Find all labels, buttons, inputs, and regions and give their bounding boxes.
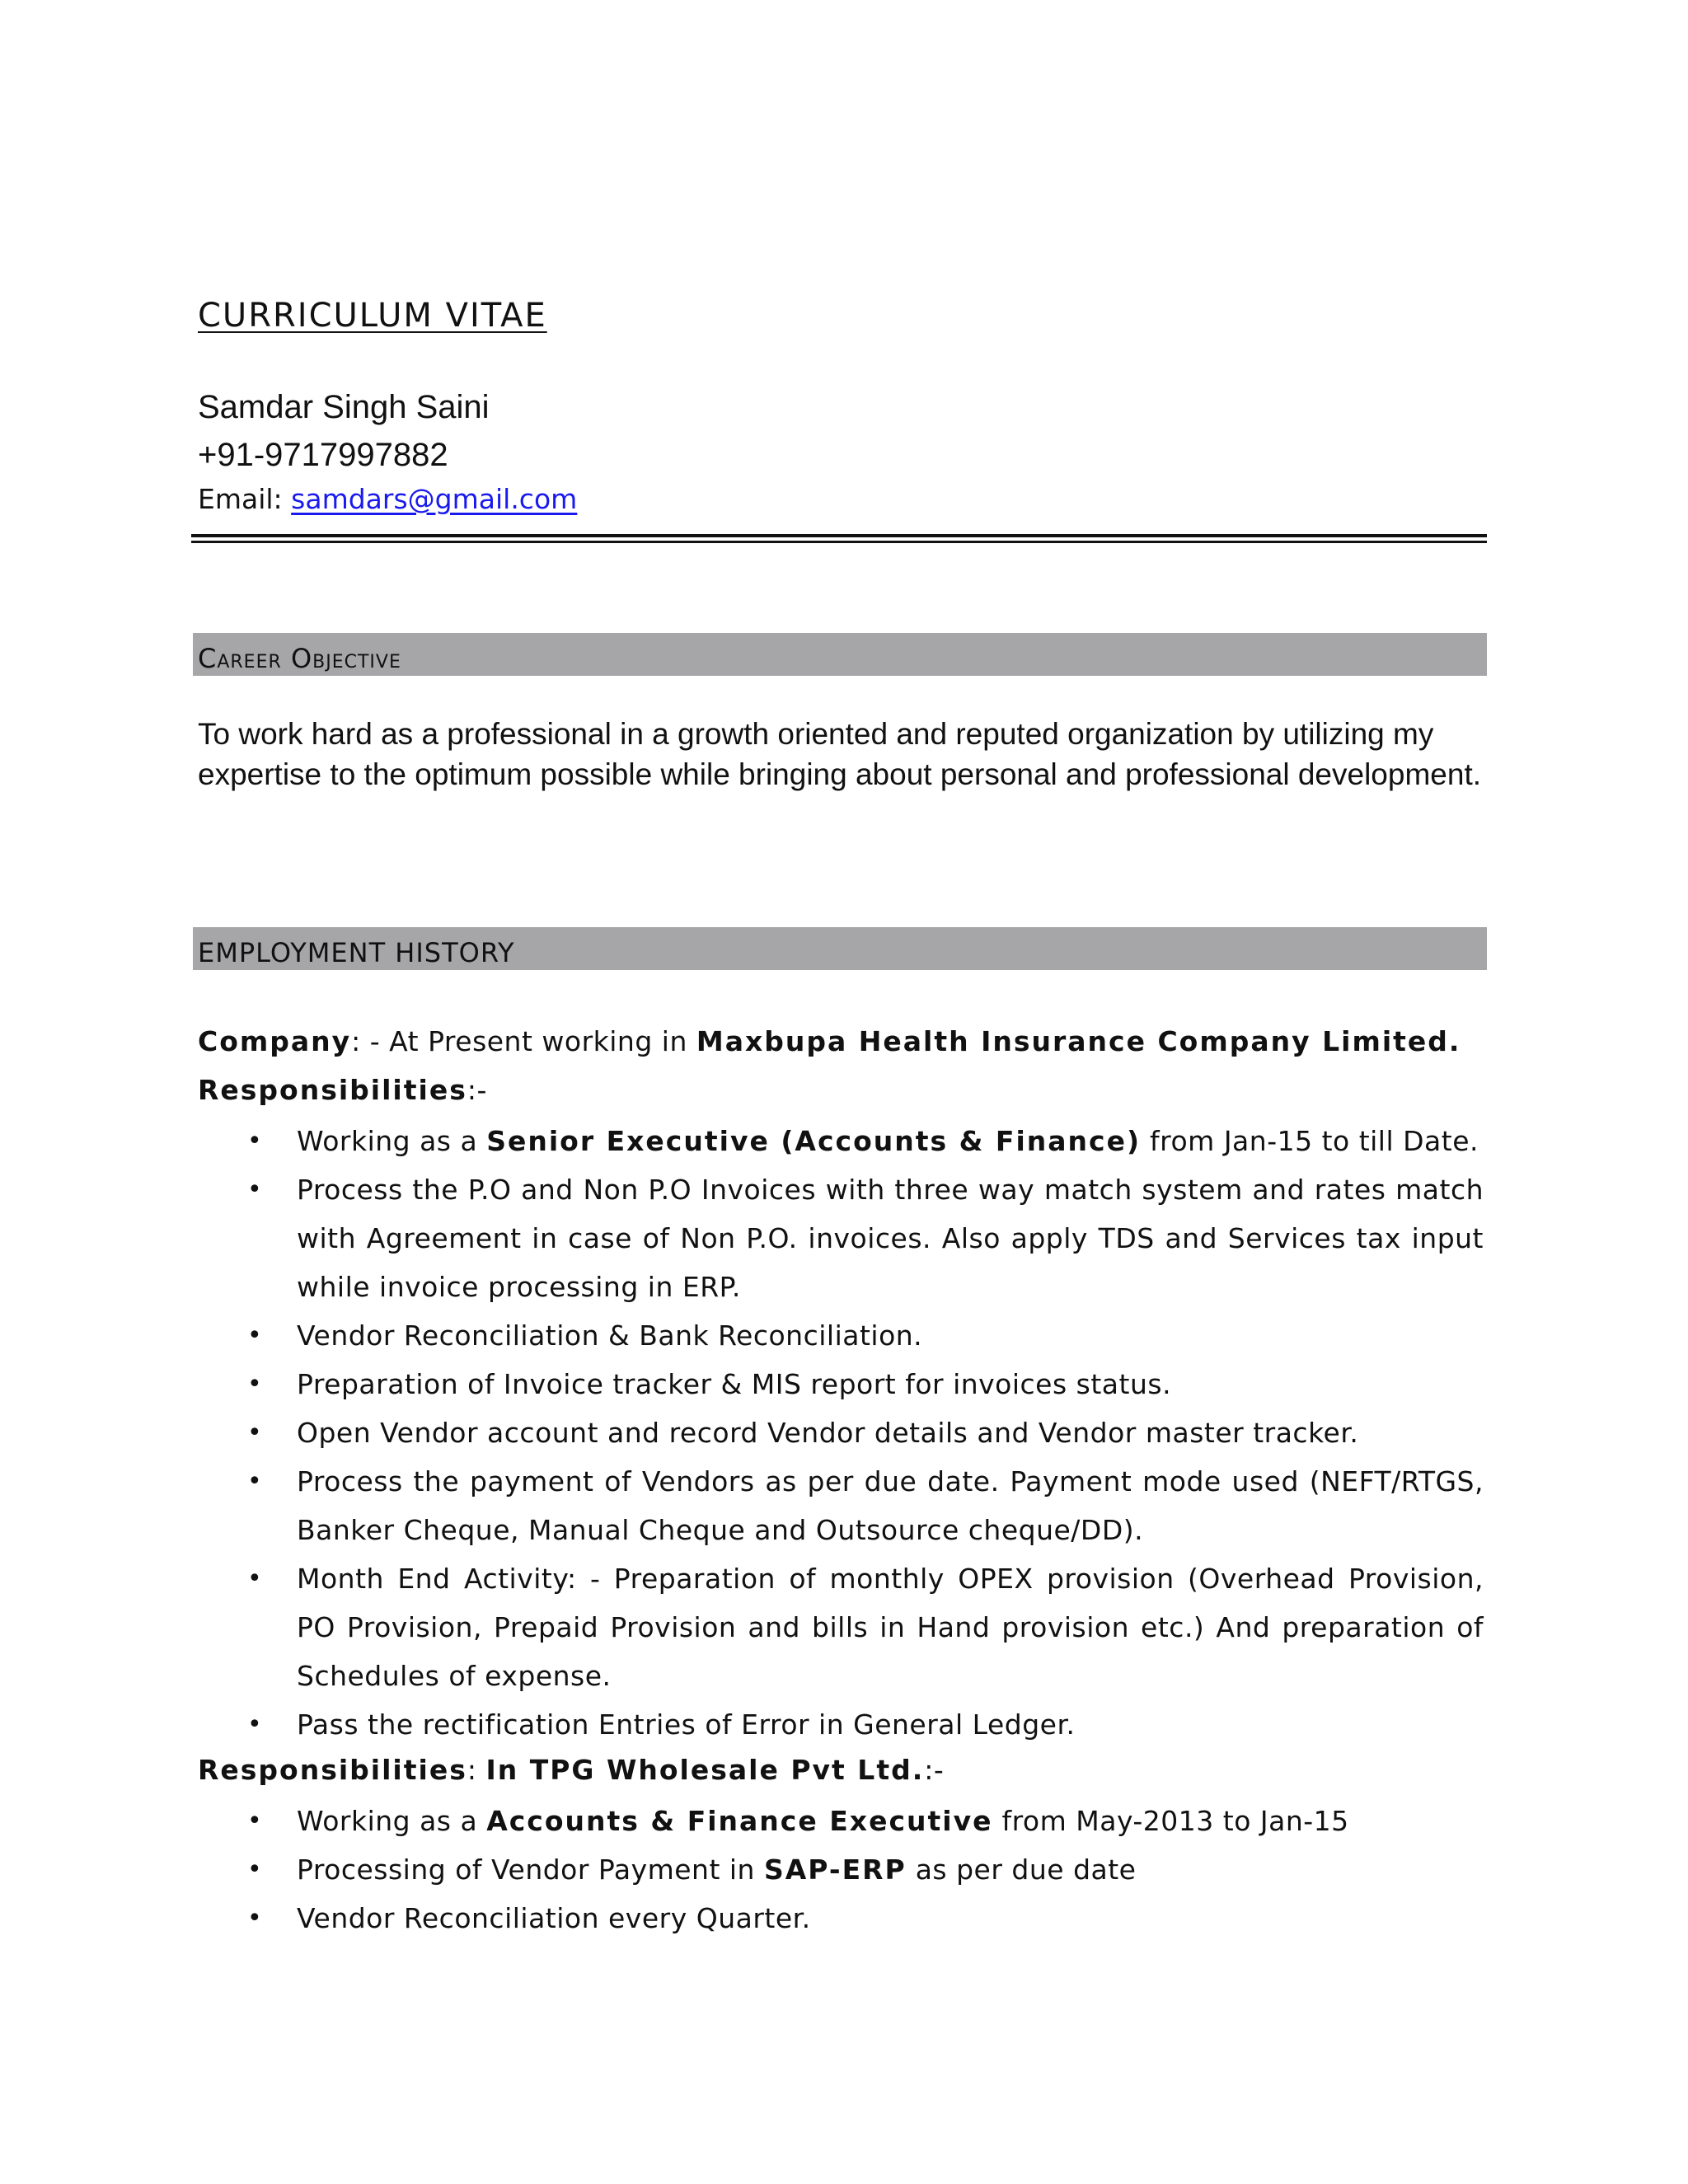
- job-title: Accounts & Finance Executive: [486, 1805, 993, 1837]
- resp2-company: In TPG Wholesale Pvt Ltd.: [485, 1754, 925, 1786]
- company-name: Maxbupa Health Insurance Company Limited.: [696, 1025, 1461, 1057]
- bullet-icon: •: [247, 1564, 262, 1593]
- career-objective-heading-bar: [193, 633, 1487, 676]
- responsibilities-heading-1: [198, 1074, 487, 1106]
- employment-history-heading-bar: [193, 927, 1487, 970]
- company-label: Company: [198, 1025, 352, 1057]
- resp2-suffix: :-: [924, 1754, 945, 1786]
- email-line: [198, 483, 577, 515]
- bullet-text-part: Working as a: [297, 1805, 487, 1837]
- responsibilities-heading-2: [198, 1754, 944, 1786]
- email-link[interactable]: samdars@gmail.com: [291, 483, 578, 515]
- employment-history-heading: EMPLOYMENT HISTORY: [198, 937, 515, 968]
- job-title: Senior Executive (Accounts & Finance): [486, 1125, 1142, 1157]
- resp1-label: Responsibilities: [198, 1074, 467, 1106]
- phone-number: +91-9717997882: [198, 437, 448, 473]
- bullet-icon: •: [247, 1904, 262, 1933]
- resp1-suffix: :-: [467, 1074, 487, 1106]
- bullet-text-part: from May-2013 to Jan-15: [992, 1805, 1349, 1837]
- company-sep: : - At Present working in: [351, 1025, 696, 1057]
- bullet-icon: •: [247, 1127, 262, 1155]
- bullet-text: Vendor Reconciliation & Bank Reconciliation.: [297, 1319, 923, 1352]
- bullet-text-part: Processing of Vendor Payment in: [297, 1854, 764, 1886]
- system-name: SAP-ERP: [763, 1854, 907, 1886]
- bullet-text: [297, 1797, 1484, 1845]
- candidate-name: Samdar Singh Saini: [198, 389, 490, 425]
- bullet-icon: •: [247, 1855, 262, 1884]
- bullet-text: Open Vendor account and record Vendor details and Vendor master tracker.: [297, 1417, 1359, 1449]
- document-title: CURRICULUM VITAE: [198, 297, 547, 335]
- career-objective-text: To work hard as a professional in a growth oriented and reputed organization by utilizing my expertise to the optimum possible while bringing about personal and professional development.: [198, 717, 1481, 791]
- bullet-text: Vendor Reconciliation every Quarter.: [297, 1902, 811, 1934]
- resp2-sep: :: [467, 1754, 486, 1786]
- bullet-text-part: from Jan-15 to till Date.: [1141, 1125, 1479, 1157]
- bullet-icon: •: [247, 1370, 262, 1399]
- header-divider-thick: [191, 534, 1487, 537]
- career-objective-heading: Career Objective: [198, 643, 401, 674]
- bullet-text: Preparation of Invoice tracker & MIS report for invoices status.: [297, 1368, 1172, 1400]
- bullet-text: [297, 1845, 1484, 1894]
- bullet-icon: •: [247, 1418, 262, 1447]
- bullet-icon: •: [247, 1467, 262, 1496]
- bullet-text-part: Working as a: [297, 1125, 487, 1157]
- bullet-icon: •: [247, 1807, 262, 1835]
- bullet-icon: •: [247, 1710, 262, 1739]
- bullet-text: Process the P.O and Non P.O Invoices with three way match system and rates match with Agreement in case of Non P.O. invoices. Also apply TDS and Services tax input while invoice processing in ERP.: [297, 1174, 1484, 1303]
- bullet-text: Month End Activity: - Preparation of monthly OPEX provision (Overhead Provision, PO Provision, Prepaid Provision and bills in Hand provision etc.) And preparation of Schedules of expense.: [297, 1563, 1484, 1692]
- bullet-text: Process the payment of Vendors as per due date. Payment mode used (NEFT/RTGS, Banker Cheque, Manual Cheque and Outsource cheque/DD).: [297, 1465, 1484, 1546]
- header-divider-thin: [191, 541, 1487, 543]
- bullet-text-part: as per due date: [906, 1854, 1137, 1886]
- bullet-text: Pass the rectification Entries of Error in General Ledger.: [297, 1708, 1076, 1741]
- resp2-label: Responsibilities: [198, 1754, 467, 1786]
- bullet-icon: •: [247, 1175, 262, 1204]
- bullet-text: [297, 1117, 1484, 1165]
- bullet-icon: •: [247, 1321, 262, 1350]
- email-label: Email:: [198, 483, 292, 515]
- company-line: [198, 1025, 1461, 1057]
